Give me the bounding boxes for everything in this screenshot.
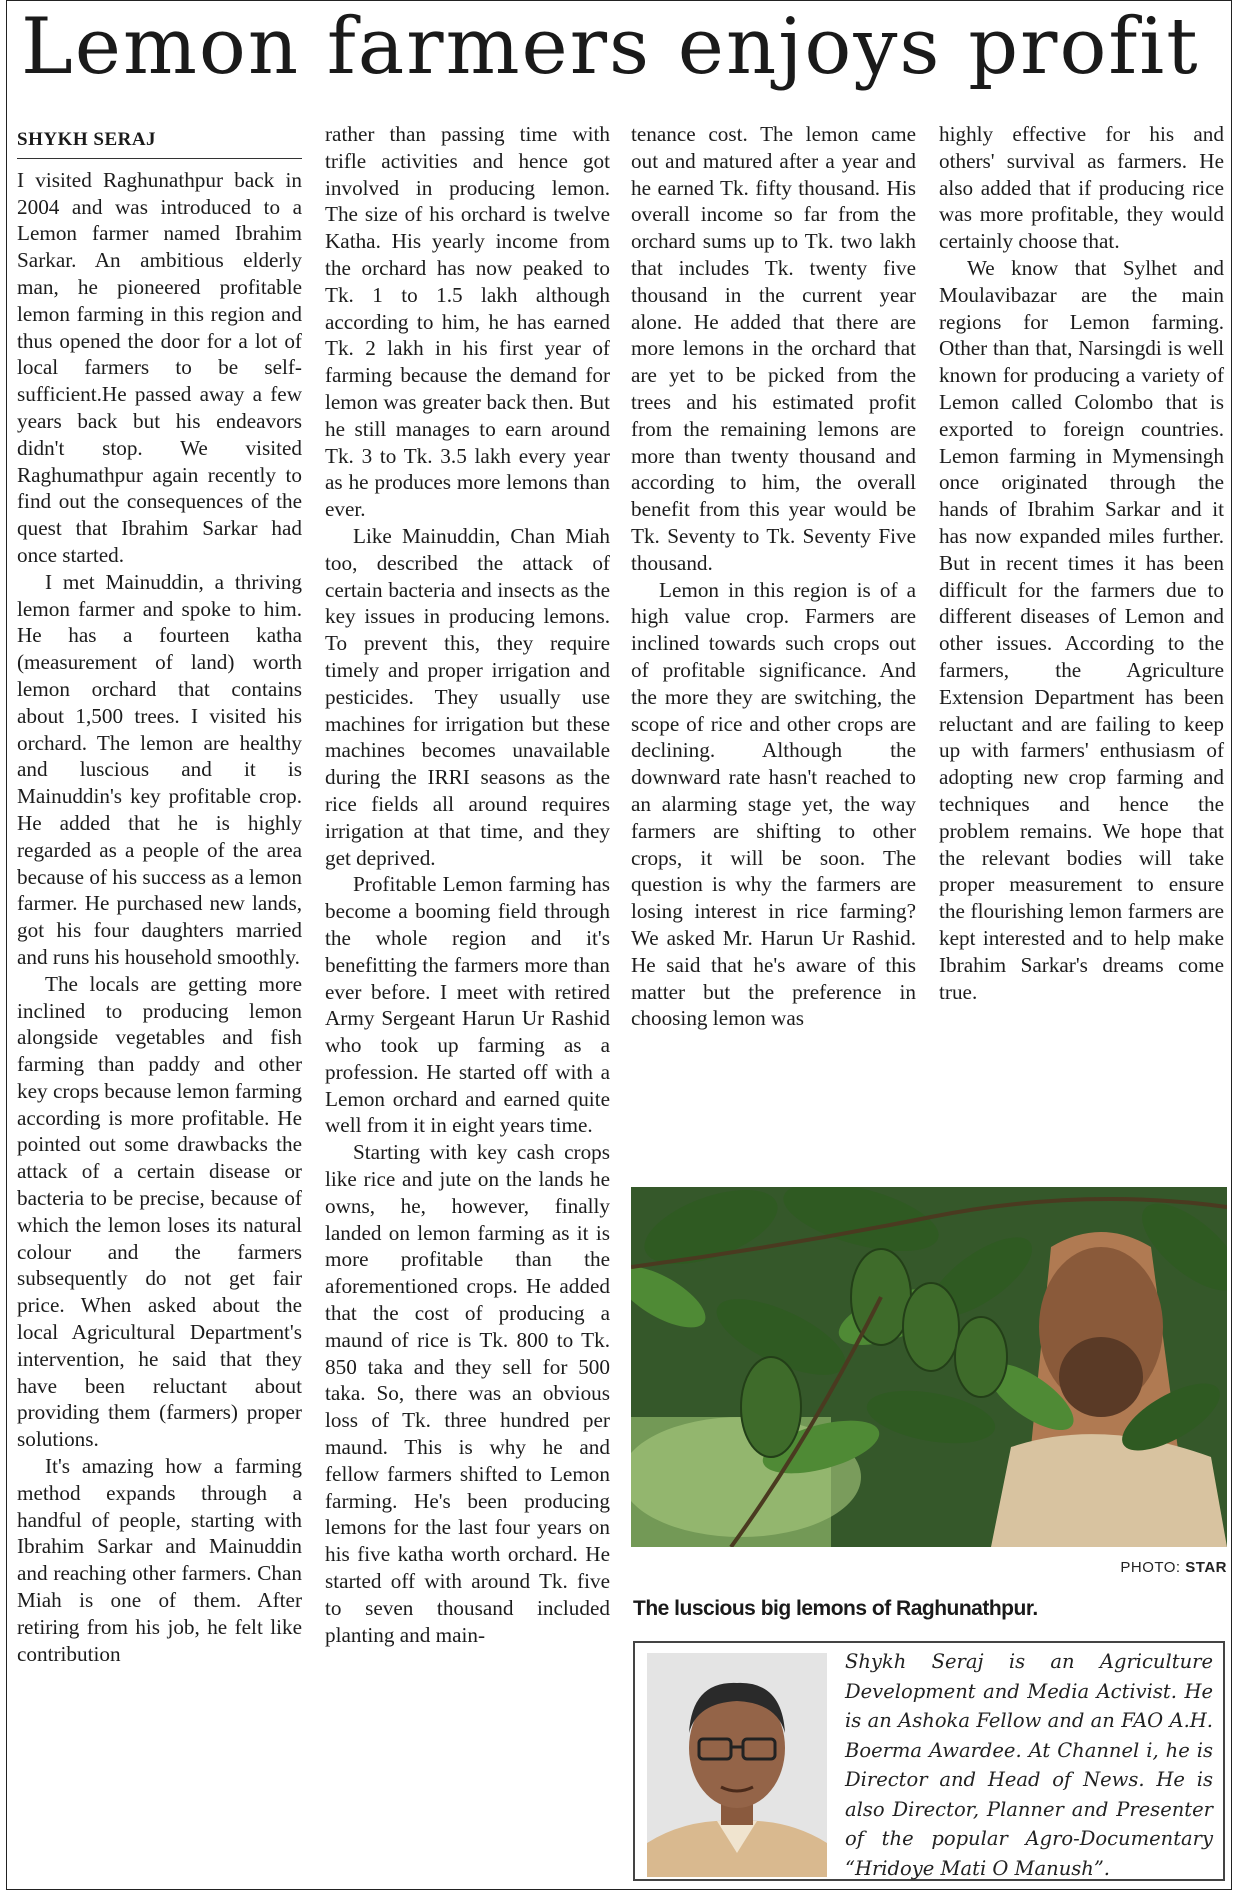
- article-column-2: [325, 121, 610, 1648]
- author-bio-box: [633, 1641, 1225, 1881]
- paragraph: We know that Sylhet and Moulavibazar are the main regions for Lemon farming. Other than that, Narsingdi is well known for producing a variety of Lemon called Colombo that is exported to foreign countries. Lemon farming in Mymensingh once originated through the hands of Ibrahim Sarkar and it has now expanded miles further. But in recent times it has been difficult for the farmers due to different diseases of Lemon and other issues. According to the farmers, the Agriculture Extension Department has been reluctant and are failing to keep up with farmers' enthusiasm of adopting new crop farming and techniques and hence the problem remains. We hope that the relevant bodies will take proper measurement to ensure the flourishing lemon farmers are kept interested and to help make Ibrahim Sarkar's dreams come true.: [939, 255, 1224, 1004]
- paragraph: The locals are getting more inclined to producing lemon alongside vegetables and fish farming than paddy and other key crops because lemon farming according is more profitable. He pointed out some drawbacks the attack of a certain disease or bacteria to be precise, because of which the lemon loses its natural colour and the farmers subsequently do not get fair price. When asked about the local Agricultural Department's intervention, he said that they have been reluctant about providing them (farmers) proper solutions.: [17, 971, 302, 1452]
- article-column-3: [631, 121, 916, 1032]
- paragraph: tenance cost. The lemon came out and matured after a year and he earned Tk. fifty thousand. His overall income so far from the orchard sums up to Tk. two lakh that includes Tk. twenty five thousand in the current year alone. He added that there are more lemons in the orchard that are yet to be picked from the trees and his estimated profit from the remaining lemons are more than twenty thousand and according to him, the overall benefit from this year would be Tk. Seventy to Tk. Seventy Five thousand.: [631, 122, 916, 575]
- paragraph: Lemon in this region is of a high value crop. Farmers are inclined towards such crops out of profitable significance. And the more they are switching, the scope of rice and other crops are declining. Although the downward rate hasn't reached to an alarming stage yet, the way farmers are shifting to other crops, it will be soon. The question is why the farmers are losing interest in rice farming? We asked Mr. Harun Ur Rashid. He said that he's aware of this matter but the preference in choosing lemon was: [631, 577, 916, 1031]
- paragraph: It's amazing how a farming method expands through a handful of people, starting with Ibrahim Sarkar and Mainuddin and reaching other farmers. Chan Miah is one of them. After retiring from his job, he felt like contribution: [17, 1454, 302, 1666]
- paragraph: I visited Raghunathpur back in 2004 and was introduced to a Lemon farmer named Ibrahim Sarkar. An ambitious elderly man, he pioneered profitable lemon farming in this region and thus opened the door for a lot of local farmers to be self-sufficient.He passed away a few years back but his endeavors didn't stop. We visited Raghumathpur again recently to find out the consequences of the quest that Ibrahim Sarkar had once started.: [17, 167, 302, 567]
- photo-credit-source: STAR: [1185, 1559, 1227, 1576]
- newspaper-page: [6, 0, 1232, 1890]
- headline: Lemon farmers enjoys profit: [21, 2, 1200, 92]
- photo-caption: The luscious big lemons of Raghunathpur.: [633, 1597, 1038, 1620]
- paragraph: Profitable Lemon farming has become a booming field through the whole region and it's benefitting the farmers more than ever before. I meet with retired Army Sergeant Harun Ur Rashid who took up farming as a profession. He started off with a Lemon orchard and earned quite well from it in eight years time.: [325, 872, 610, 1138]
- author-portrait: [647, 1653, 827, 1877]
- paragraph: rather than passing time with trifle activities and hence got involved in producing lemon. The size of his orchard is twelve Katha. His yearly income from the orchard has now peaked to Tk. 1 to 1.5 lakh although according to him, he has earned Tk. 2 lakh in his first year of farming because the demand for lemon was greater back then. But he still manages to earn around Tk. 3 to Tk. 3.5 lakh every year as he produces more lemons than ever.: [325, 122, 610, 522]
- paragraph: I met Mainuddin, a thriving lemon farmer and spoke to him. He has a fourteen katha (measurement of land) worth lemon orchard that contains about 1,500 trees. I visited his orchard. The lemon are healthy and luscious and it is Mainuddin's key profitable crop. He added that he is highly regarded as a people of the area because of his success as a lemon farmer. He purchased new lands, got his four daughters married and runs his household smoothly.: [17, 569, 302, 969]
- article-column-1: [17, 127, 302, 1667]
- photo-credit-label: PHOTO:: [1120, 1559, 1181, 1576]
- article-column-4: [939, 121, 1224, 1005]
- paragraph: Like Mainuddin, Chan Miah too, described the attack of certain bacteria and insects as the key issues in producing lemons. To prevent this, they require timely and proper irrigation and pesticides. They usually use machines for irrigation but these machines becomes unavailable during the IRRI seasons as the rice fields all around requires irrigation at that time, and they get deprived.: [325, 523, 610, 870]
- lemon-tree-photo: [631, 1187, 1227, 1547]
- author-portrait-illustration: [647, 1653, 827, 1877]
- byline: SHYKH SERAJ: [17, 127, 302, 159]
- paragraph: highly effective for his and others' survival as farmers. He also added that if producing rice was more profitable, they would certainly choose that.: [939, 122, 1224, 254]
- author-bio-text: Shykh Seraj is an Agriculture Development and Media Activist. He is an Ashoka Fellow and an FAO A.H. Boerma Awardee. At Channel i, he is Director and Head of News. He is also Director, Planner and Presenter of the popular Agro-Documentary “Hridoye Mati O Manush”.: [845, 1650, 1213, 1880]
- photo-credit: [1097, 1559, 1227, 1576]
- lemon-tree-illustration: [631, 1187, 1227, 1547]
- paragraph: Starting with key cash crops like rice and jute on the lands he owns, he, however, finally landed on lemon farming as it is more profitable than the aforementioned crops. He added that the cost of producing a maund of rice is Tk. 800 to Tk. 850 taka and they sell for 500 taka. So, there was an obvious loss of Tk. three hundred per maund. This is why he and fellow farmers shifted to Lemon farming. He's been producing lemons for the last four years on his five katha worth orchard. He started off with around Tk. five to seven thousand included planting and main-: [325, 1140, 610, 1647]
